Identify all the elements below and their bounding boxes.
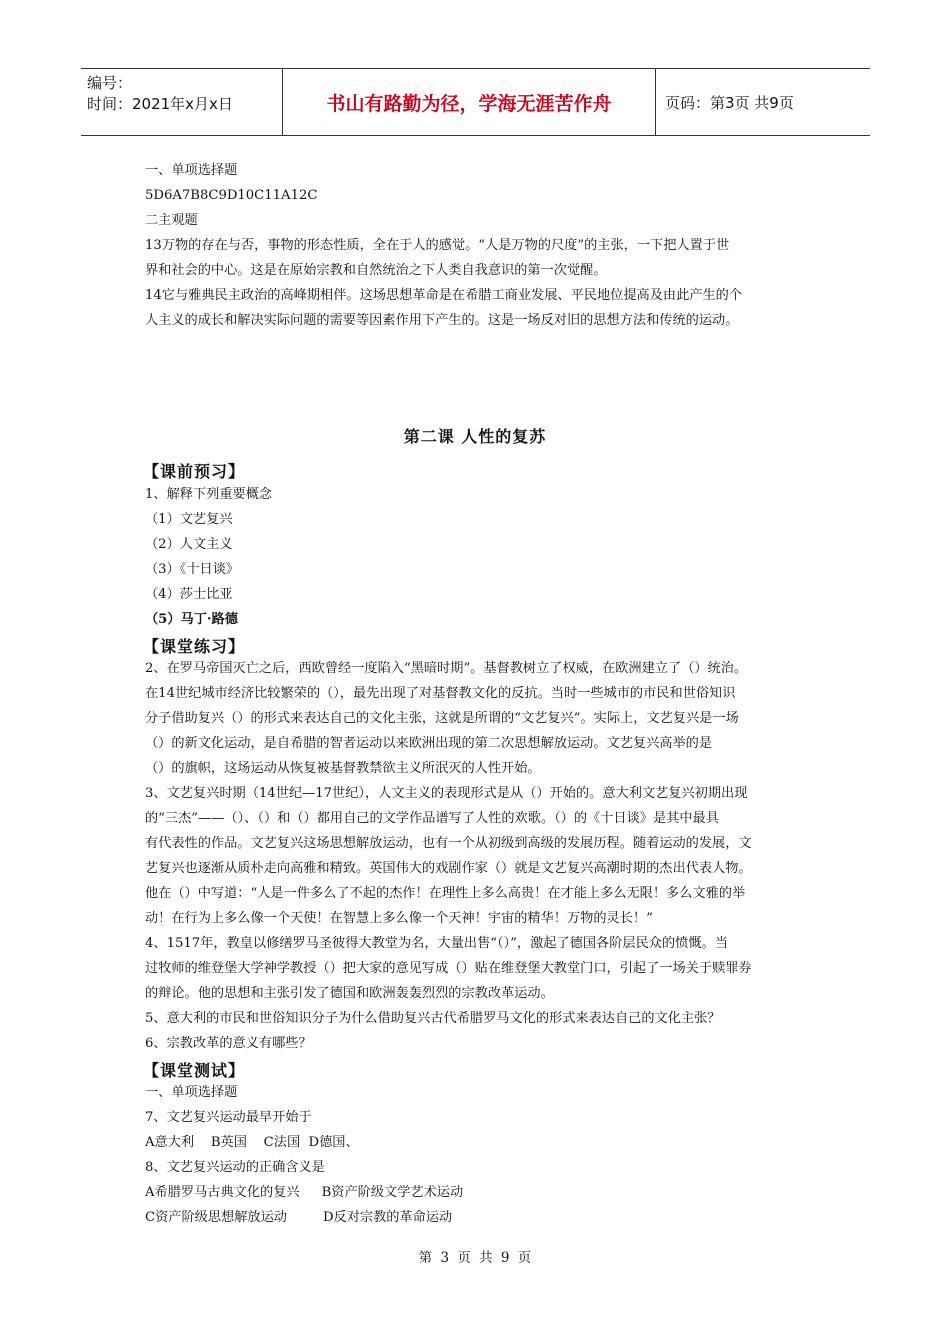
answers-part1-title: 一、单项选择题 (145, 163, 238, 178)
header-page-info: 页码：第3页 共9页 (665, 93, 794, 112)
q8-option-a: A希腊罗马古典文化的复兴 (145, 1185, 300, 1200)
practice-q2-line: 在14世纪城市经济比较繁荣的（），最先出现了对基督教文化的反抗。当时一些城市的市民和世俗知识 (145, 686, 736, 701)
practice-q3-line: 的“三杰”——（）、（）和（）都用自己的文学作品谱写了人性的欢歌。（）的《十日谈》是其中最具 (145, 811, 719, 826)
practice-q3-line: 艺复兴也逐渐从质朴走向高雅和精致。英国伟大的戏剧作家（）就是文艺复兴高潮时期的杰出代表人物。 (145, 861, 752, 876)
answers-part2-title: 二主观题 (145, 213, 198, 228)
test-heading: 【课堂测试】 (143, 1061, 246, 1080)
test-q8: 8、文艺复兴运动的正确含义是 (145, 1160, 325, 1175)
practice-q2-line: 分子借助复兴（）的形式来表达自己的文化主张，这就是所谓的“文艺复兴”。实际上，文艺复兴是一场 (145, 711, 739, 726)
practice-q3-line: 3、文艺复兴时期（14世纪—17世纪），人文主义的表现形式是从（）开始的。意大利文艺复兴初期出现 (145, 786, 748, 801)
q8-option-b: B资产阶级文学艺术运动 (321, 1185, 464, 1200)
practice-q6: 6、宗教改革的意义有哪些？ (145, 1036, 312, 1051)
preview-item: （5）马丁·路德 (145, 612, 238, 627)
number-label: 编号： (87, 74, 133, 92)
answer-q13-line2: 界和社会的中心。这是在原始宗教和自然统治之下人类自我意识的第一次觉醒。 (145, 263, 607, 278)
test-q7-options: A意大利 B英国 C法国 D德国、 (145, 1135, 359, 1150)
test-q7: 7、文艺复兴运动最早开始于 (145, 1110, 312, 1125)
preview-item: （2）人文主义 (145, 537, 233, 552)
q8-option-d: D反对宗教的革命运动 (322, 1210, 453, 1225)
practice-q3-line: 他在（）中写道：“人是一件多么了不起的杰作！在理性上多么高贵！在才能上多么无限！多么文雅的举 (145, 886, 746, 901)
practice-q5: 5、意大利的市民和世俗知识分子为什么借助复兴古代希腊罗马文化的形式来表达自己的文化主张？ (145, 1011, 721, 1026)
page-footer: 第 3 页 共 9 页 (418, 1250, 532, 1266)
test-q8-options-ab (145, 1184, 825, 1202)
answer-q14-line2: 人主义的成长和解决实际问题的需要等因素作用下产生的。这是一场反对旧的思想方法和传统的运动。 (145, 313, 739, 328)
time-label: 时间：2021年x月x日 (87, 95, 233, 113)
practice-q3-line: 有代表性的作品。文艺复兴这场思想解放运动，也有一个从初级到高级的发展历程。随着运动的发展，文 (145, 836, 752, 851)
answer-q13-line1: 13万物的存在与否，事物的形态性质，全在于人的感觉。“人是万物的尺度”的主张，一下把人置于世 (145, 238, 730, 253)
practice-q2-line: （）的新文化运动，是自希腊的智者运动以来欧洲出现的第二次思想解放运动。文艺复兴高举的是 (145, 736, 713, 751)
practice-q3-line: 动！在行为上多么像一个天使！在智慧上多么像一个天神！宇宙的精华！万物的灵长！” (145, 911, 653, 926)
preview-item: （3）《十日谈》 (145, 562, 240, 577)
header-motto: 书山有路勤为径，学海无涯苦作舟 (283, 69, 656, 135)
q8-option-c: C资产阶级思想解放运动 (145, 1210, 287, 1225)
practice-q4-line: 4、1517年，教皇以修缮罗马圣彼得大教堂为名，大量出售“（）”，激起了德国各阶层民众的愤慨。当 (145, 936, 728, 951)
preview-heading: 【课前预习】 (143, 462, 246, 481)
practice-heading: 【课堂练习】 (143, 637, 246, 656)
answer-q14-line1: 14它与雅典民主政治的高峰期相伴。这场思想革命是在希腊工商业发展、平民地位提高及由此产生的个 (145, 288, 743, 303)
practice-q4-line: 过牧师的维登堡大学神学教授（）把大家的意见写成（）贴在维登堡大教堂门口，引起了一场关于赎罪券 (145, 961, 752, 976)
header-info-cell (81, 69, 283, 135)
practice-q2-line: 2、在罗马帝国灭亡之后，西欧曾经一度陷入“黑暗时期”。基督教树立了权威，在欧洲建立了（）统治。 (145, 661, 748, 676)
preview-item: （4）莎士比亚 (145, 587, 233, 602)
preview-q1: 1、解释下列重要概念 (145, 487, 273, 502)
practice-q2-line: （）的旗帜，这场运动从恢复被基督教禁欲主义所泯灭的人性开始。 (145, 761, 541, 776)
lesson-title: 第二课 人性的复苏 (403, 427, 547, 446)
test-q8-options-cd (145, 1209, 825, 1227)
practice-q4-line: 的辩论。他的思想和主张引发了德国和欧洲轰轰烈烈的宗教改革运动。 (145, 986, 554, 1001)
preview-item: （1）文艺复兴 (145, 512, 233, 527)
test-part-title: 一、单项选择题 (145, 1085, 238, 1100)
answers-part1-answers: 5D6A7B8C9D10C11A12C (145, 188, 318, 203)
page-header (81, 68, 870, 136)
